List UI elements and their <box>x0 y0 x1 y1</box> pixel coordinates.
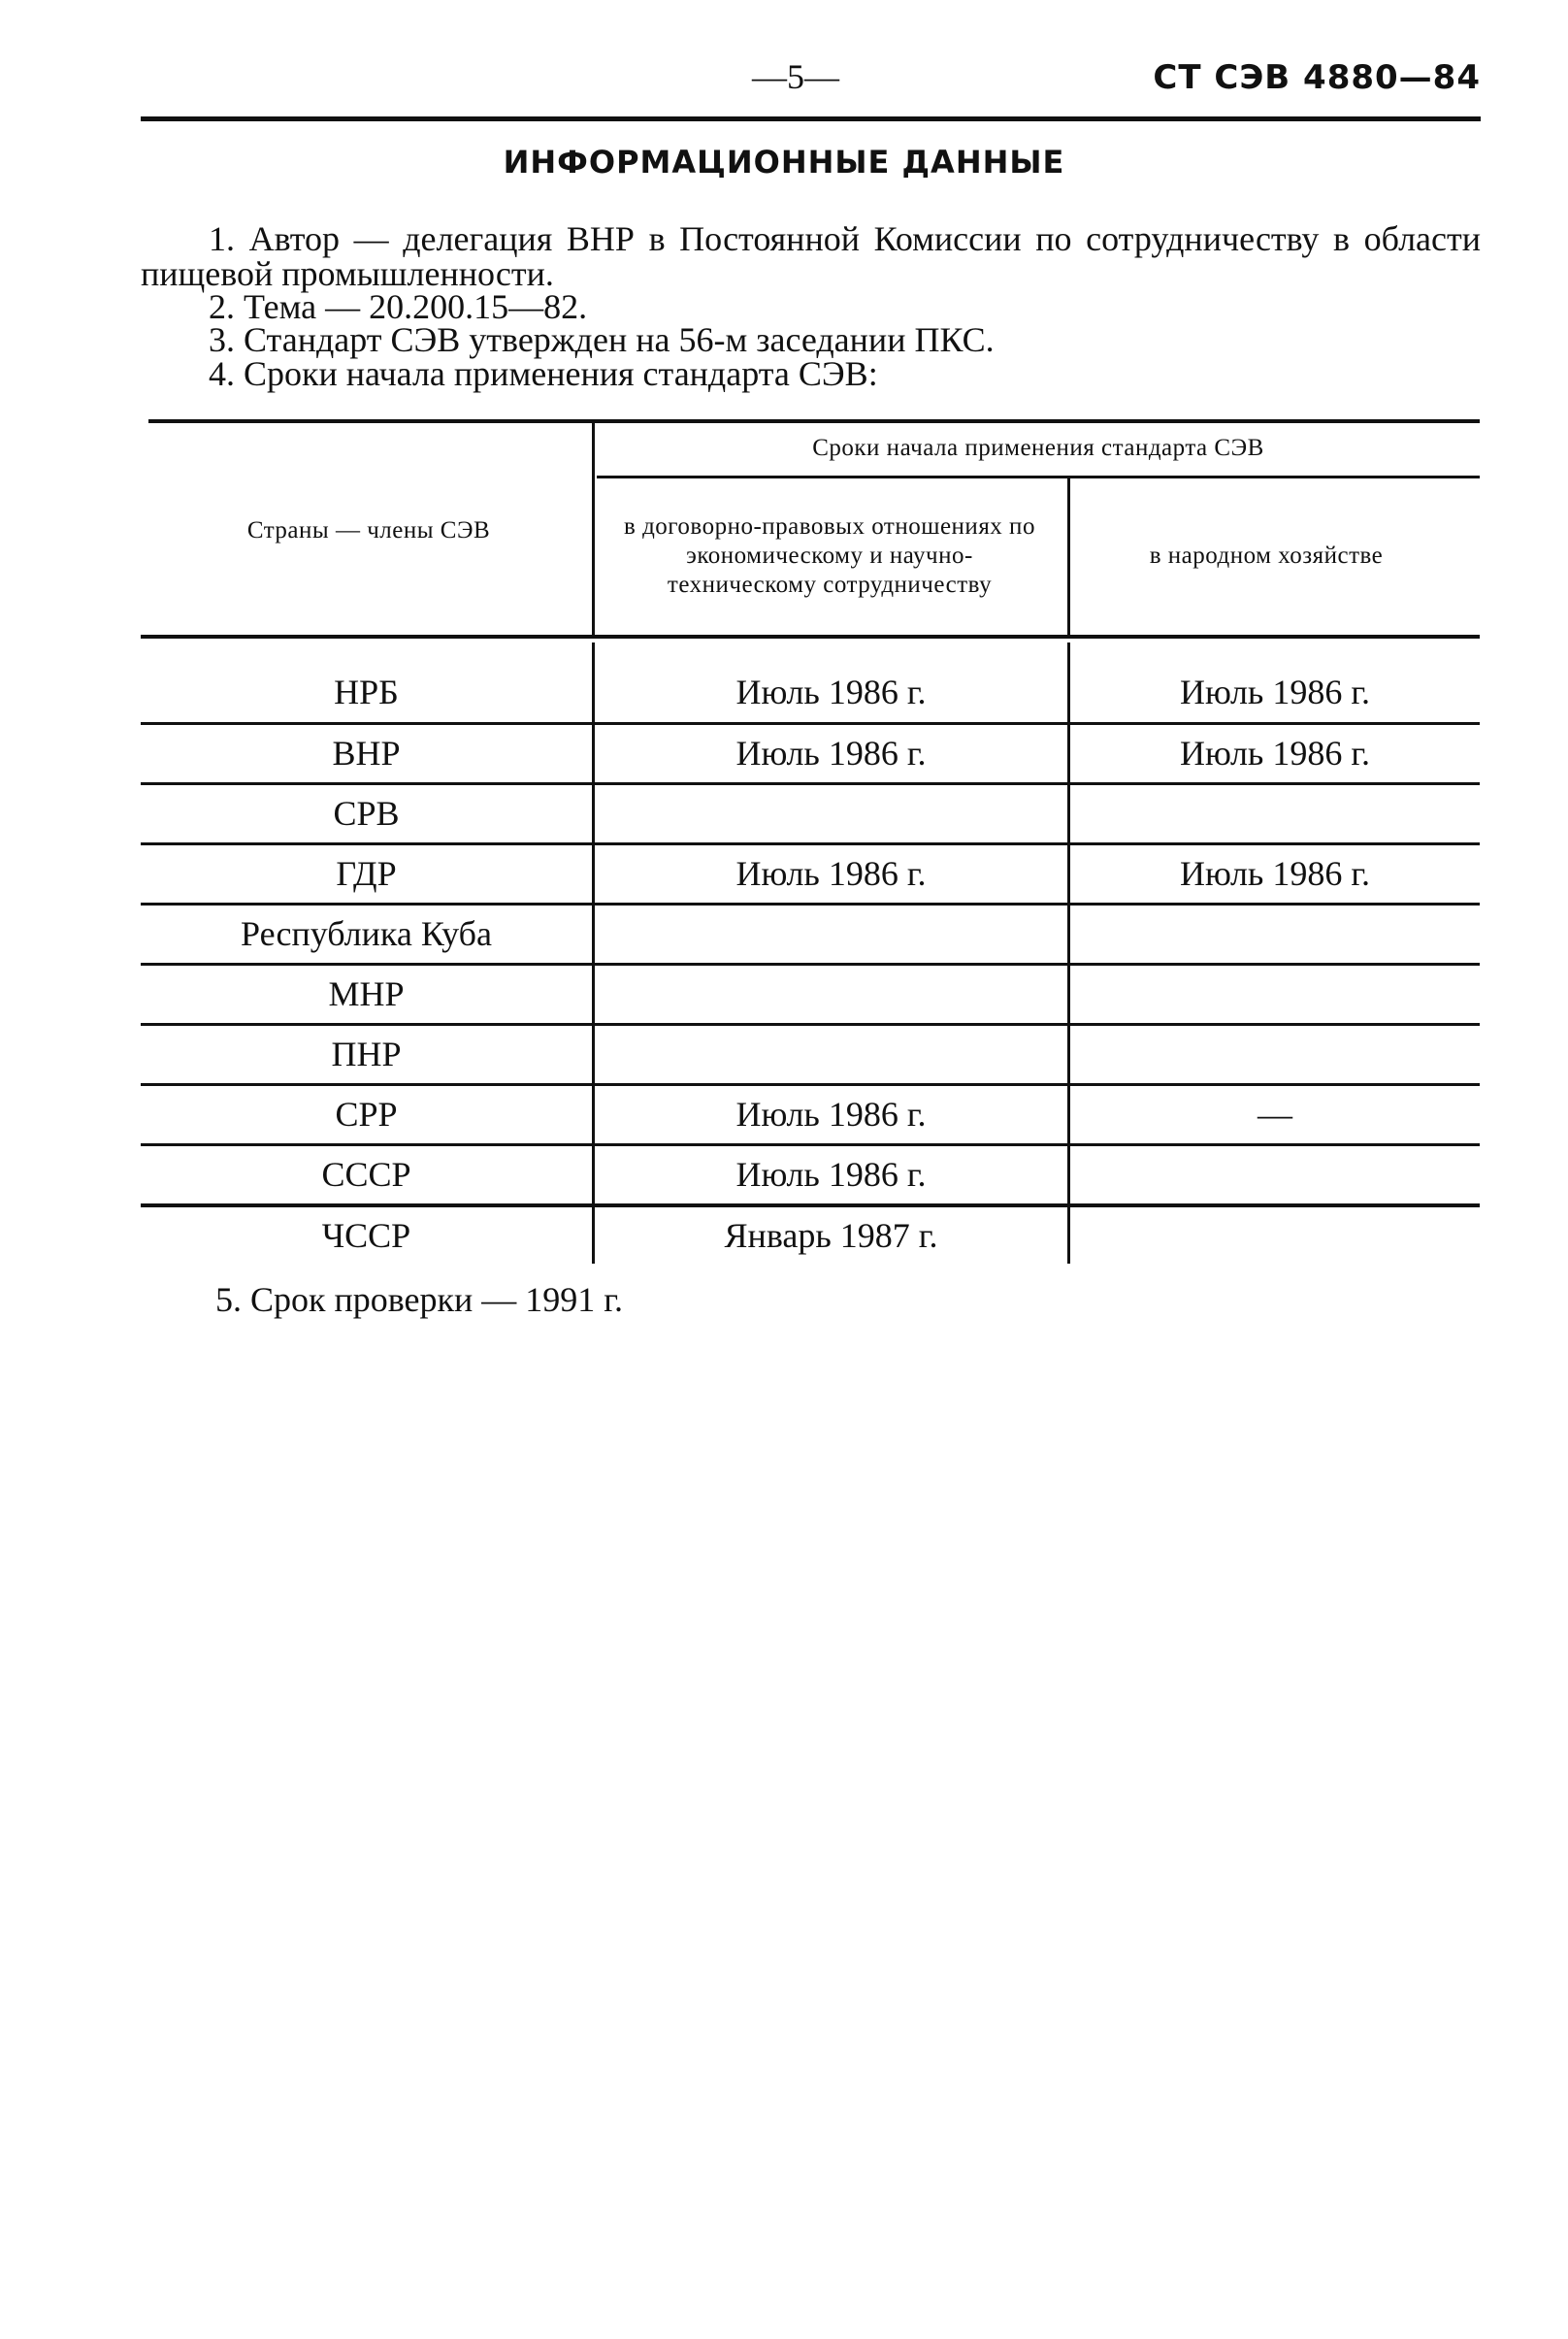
header-sub-rule <box>597 476 1480 478</box>
contract-date-cell <box>595 784 1067 842</box>
item-author: 1. Автор — делегация ВНР в Постоянной Комиссии по сотрудничеству в области пищевой промышленности. <box>141 219 1481 293</box>
standard-code: СТ СЭВ 4880—84 <box>1153 58 1481 97</box>
country-cell: СРР <box>335 1095 398 1134</box>
contract-date-cell <box>595 1025 1067 1083</box>
contract-date-cell: Июль 1986 г. <box>735 1095 927 1134</box>
col-header-contract: в договорно-правовых отношениях по экономическому и научно-техническому сотрудничеству <box>624 513 1035 598</box>
col-header-economy: в народном хозяйстве <box>1149 543 1384 569</box>
contract-date-cell: Июль 1986 г. <box>735 1155 927 1194</box>
section-title: ИНФОРМАЦИОННЫЕ ДАННЫЕ <box>503 144 1065 181</box>
country-cell: ВНР <box>332 734 401 773</box>
contract-date-cell <box>595 965 1067 1023</box>
economy-date-cell <box>1070 1207 1480 1264</box>
item-approval: 3. Стандарт СЭВ утвержден на 56-м заседании ПКС. <box>209 320 995 359</box>
header-bottom-rule <box>141 635 1480 639</box>
header-divider-1 <box>592 419 595 635</box>
page-number: —5— <box>752 57 839 96</box>
economy-date-cell <box>1070 905 1480 963</box>
economy-date-cell: Июль 1986 г. <box>1179 734 1371 773</box>
economy-date-cell: Июль 1986 г. <box>1179 854 1371 893</box>
economy-date-cell <box>1070 965 1480 1023</box>
country-cell: МНР <box>328 974 405 1013</box>
contract-date-cell: Январь 1987 г. <box>724 1216 938 1255</box>
country-cell: ЧССР <box>321 1216 411 1255</box>
country-cell: НРБ <box>334 673 399 711</box>
country-cell: СРВ <box>333 794 400 833</box>
header-divider-2 <box>1067 476 1070 635</box>
item-review-date: 5. Срок проверки — 1991 г. <box>215 1280 623 1319</box>
country-cell: ПНР <box>331 1035 402 1073</box>
economy-date-cell <box>1070 784 1480 842</box>
economy-date-cell: — <box>1258 1095 1292 1134</box>
item-topic: 2. Тема — 20.200.15—82. <box>209 287 588 326</box>
col-header-group: Сроки начала применения стандарта СЭВ <box>812 435 1264 461</box>
header-rule <box>141 116 1481 121</box>
item-start-dates: 4. Сроки начала применения стандарта СЭВ: <box>209 354 878 393</box>
contract-date-cell <box>595 905 1067 963</box>
economy-date-cell <box>1070 1025 1480 1083</box>
col-header-countries: Страны — члены СЭВ <box>246 517 491 544</box>
contract-date-cell: Июль 1986 г. <box>735 673 927 711</box>
country-cell: ГДР <box>336 854 397 893</box>
economy-date-cell: Июль 1986 г. <box>1179 673 1371 711</box>
country-cell: СССР <box>321 1155 411 1194</box>
contract-date-cell: Июль 1986 г. <box>735 854 927 893</box>
country-cell: Республика Куба <box>241 914 492 953</box>
economy-date-cell <box>1070 1145 1480 1203</box>
start-dates-table <box>141 419 1480 1264</box>
contract-date-cell: Июль 1986 г. <box>735 734 927 773</box>
